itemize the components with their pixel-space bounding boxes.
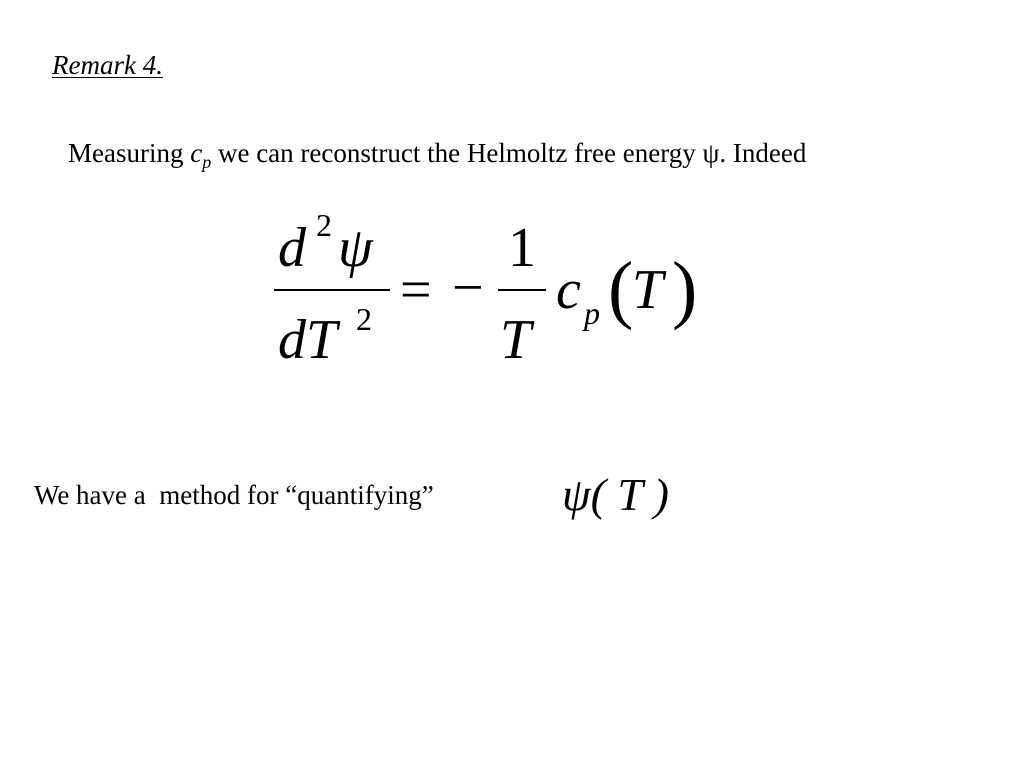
eq-lhs-num-exp: 2: [316, 207, 332, 243]
intro-sentence: [68, 138, 807, 172]
eq-lhs-den-dT: dT: [278, 309, 338, 371]
eq-rhs-num-1: 1: [508, 217, 536, 279]
cp-c: c: [190, 138, 203, 168]
eq-lhs-num-psi: ψ: [338, 217, 373, 279]
eq-lhs-den-exp: 2: [356, 301, 372, 337]
eq-right-paren: ): [672, 247, 698, 331]
eq-p-subscript: p: [584, 295, 600, 331]
eq-T: T: [632, 259, 664, 321]
intro-text-before: Measuring: [68, 138, 191, 168]
eq-c: c: [556, 259, 581, 321]
eq-lhs-num-d: d: [278, 217, 306, 279]
psi-of-t-expression: ψ( T ): [562, 469, 669, 520]
eq-rhs-den-T: T: [500, 309, 532, 371]
eq-minus-sign: −: [452, 257, 484, 319]
cp-symbol: [190, 138, 212, 172]
eq-equals-sign: =: [400, 259, 432, 321]
remark-heading: Remark 4.: [52, 50, 163, 80]
method-sentence: We have a method for “quantifying”: [34, 480, 434, 510]
equation-svg: [262, 198, 722, 378]
eq-left-paren: (: [608, 247, 634, 331]
cp-subscript: p: [202, 152, 212, 172]
intro-text-after: we can reconstruct the Helmoltz free energy ψ. Indeed: [211, 138, 807, 168]
equation-d2psi-dT2: [262, 198, 722, 378]
